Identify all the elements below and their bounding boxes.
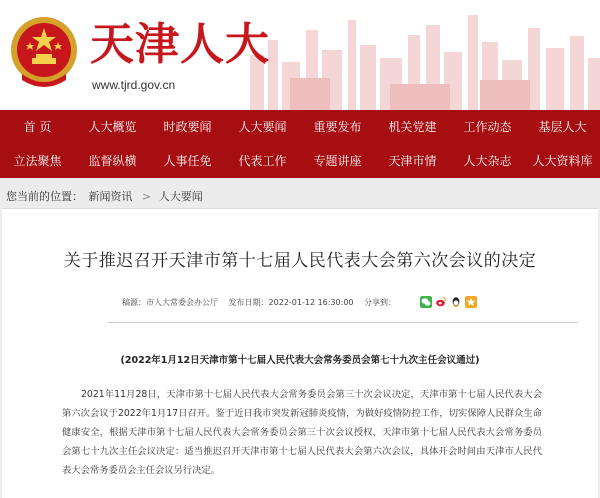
nav-item-appointments[interactable]: 人事任免 (163, 154, 212, 168)
nav-item-grassroots[interactable]: 基层人大 (538, 120, 587, 134)
nav-item-city-info[interactable]: 天津市情 (388, 154, 437, 168)
nav-item-legislation[interactable]: 立法聚焦 (13, 154, 62, 168)
article-source: 稿源：市人大常委会办公厅 (122, 298, 218, 307)
share-label: 分享到： (364, 298, 397, 307)
nav-item-home[interactable]: 首 页 (23, 120, 52, 134)
nav-item-work-updates[interactable]: 工作动态 (463, 120, 512, 134)
article-subtitle: (2022年1月12日天津市第十七届人民代表大会常务委员会第七十九次主任会议通过) (120, 355, 480, 366)
qzone-icon[interactable] (465, 296, 477, 308)
qq-icon[interactable] (450, 296, 462, 308)
share-icons (420, 296, 477, 308)
meta-divider (108, 322, 578, 323)
article-body (62, 385, 542, 480)
nav-row-1 (0, 110, 600, 144)
main-nav (0, 110, 600, 178)
nav-row-2 (0, 144, 600, 178)
article-paragraph: 2021年11月28日，天津市第十七届人民代表大会常务委员会第三十次会议决定，天津市第十七届人民代表大会第六次会议于2022年1月17日召开。鉴于近日我市突发新冠肺炎疫情，为做好疫情防控工作，切实保障人民群众生命健康安全，根据天津市第十七届人民代表大会常务委员会第三十次会议授权，天津市第十七届人民代表大会常务委员会第七十九次主任会议决定：适当推迟召开天津市第十七届人民代表大会第六次会议，具体开会时间由天津市人民代表大会常务委员会主任会议另行决定。 (62, 389, 542, 476)
article-title: 关于推迟召开天津市第十七届人民代表大会第六次会议的决定 (63, 251, 537, 271)
nav-item-supervision[interactable]: 监督纵横 (88, 154, 137, 168)
breadcrumb-item-npc-news[interactable]: 人大要闻 (158, 190, 203, 203)
breadcrumb-separator: > (142, 190, 152, 203)
national-emblem-icon (8, 14, 80, 92)
nav-item-current-affairs[interactable]: 时政要闻 (163, 120, 212, 134)
nav-item-party-building[interactable]: 机关党建 (388, 120, 437, 134)
site-name[interactable]: 天津人大 (90, 19, 270, 70)
nav-item-npc-news[interactable]: 人大要闻 (238, 120, 287, 134)
breadcrumb (6, 188, 205, 204)
breadcrumb-prefix: 您当前的位置： (6, 190, 83, 203)
nav-item-database[interactable]: 人大资料库 (532, 154, 593, 168)
wechat-icon[interactable] (420, 296, 432, 308)
nav-item-lectures[interactable]: 专题讲座 (313, 154, 362, 168)
weibo-icon[interactable] (435, 296, 447, 308)
nav-item-deputy-work[interactable]: 代表工作 (238, 154, 287, 168)
article-panel (2, 208, 598, 498)
site-header (0, 0, 600, 110)
nav-item-releases[interactable]: 重要发布 (313, 120, 362, 134)
nav-item-magazine[interactable]: 人大杂志 (463, 154, 512, 168)
city-skyline-image (230, 0, 600, 110)
article-date: 发布日期：2022-01-12 16:30:00 (228, 298, 354, 307)
site-url[interactable]: www.tjrd.gov.cn (92, 78, 176, 92)
nav-item-overview[interactable]: 人大概览 (88, 120, 137, 134)
breadcrumb-item-news[interactable]: 新闻资讯 (88, 190, 133, 203)
article-meta (122, 297, 404, 308)
